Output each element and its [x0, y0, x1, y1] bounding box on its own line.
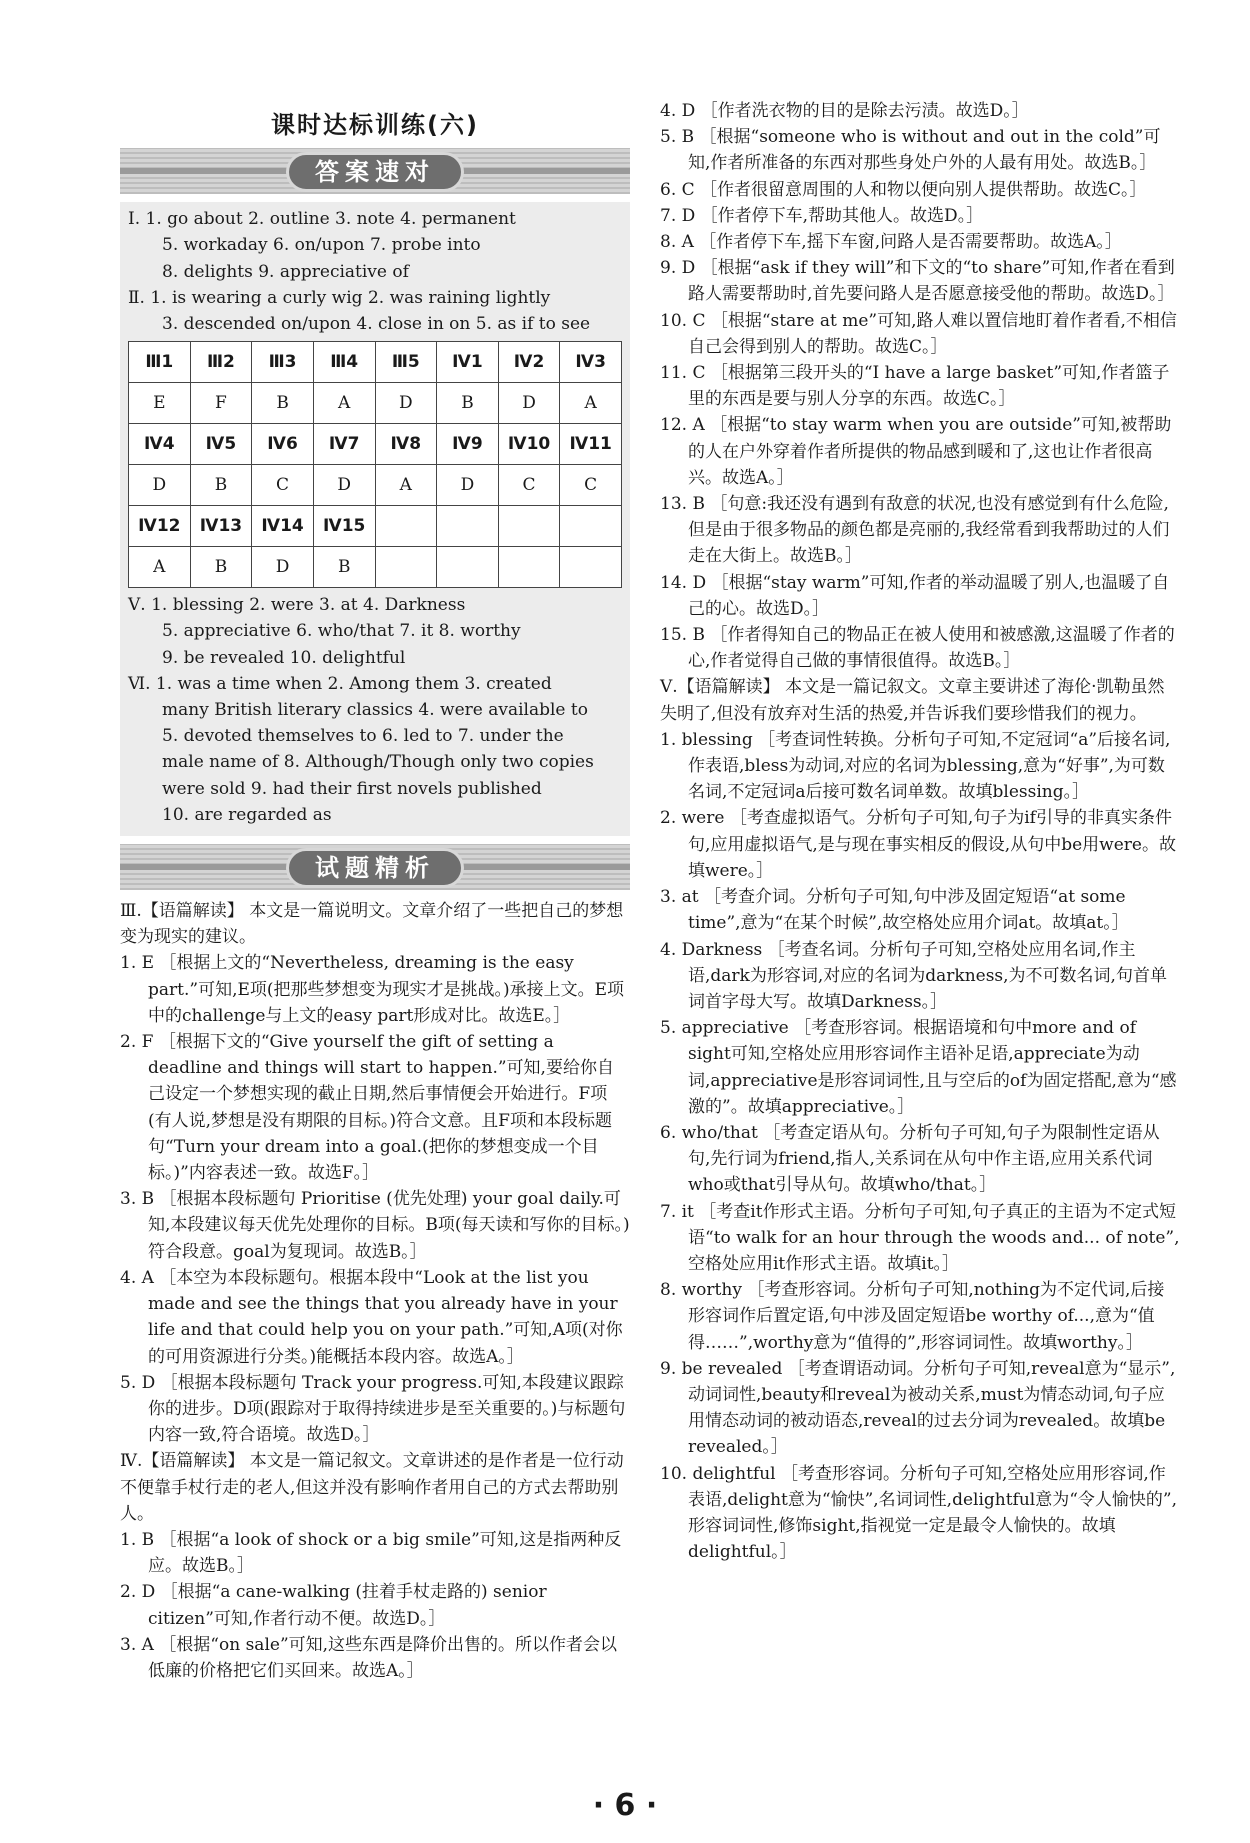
sec6-line: 10. are regarded as	[162, 804, 332, 825]
analysis-item: 7. it ［考查it作形式主语。分析句子可知,句子真正的主语为不定式短语“to walk for an hour through the woods and... of note”,空格处应用it作形式主语。故填it。］	[660, 1201, 1180, 1274]
analysis-item: 4. A ［本空为本段标题句。根据本段中“Look at the list you made and see the things that you already have in your life and that could help you on your path.”可知,A项(对你的可用资源进行分类。)能概括本段内容。故选A。］	[120, 1267, 623, 1367]
table-cell: D	[313, 465, 375, 506]
analysis-item: 3. B ［根据本段标题句 Prioritise (优先处理) your goal daily.可知,本段建议每天优先处理你的目标。B项(每天读和写你的目标。)符合段意。goal为复现词。故选B。］	[120, 1189, 630, 1262]
sec5-line: Ⅴ. 1. blessing 2. were 3. at 4. Darkness	[128, 595, 466, 616]
analysis-item: 7. D ［作者停下车,帮助其他人。故选D。］	[660, 205, 984, 226]
table-cell-empty	[560, 506, 622, 547]
table-cell-empty	[375, 547, 437, 588]
sec5-line: 5. appreciative 6. who/that 7. it 8. worthy	[162, 621, 521, 642]
table-cell: F	[190, 383, 252, 424]
table-cell: A	[375, 465, 437, 506]
table-cell: Ⅳ14	[252, 506, 314, 547]
sec5-line: 9. be revealed 10. delightful	[162, 647, 406, 668]
table-cell: E	[129, 383, 191, 424]
page-title: 课时达标训练(六)	[271, 111, 479, 139]
table-cell: Ⅳ3	[560, 342, 622, 383]
table-cell: Ⅳ11	[560, 424, 622, 465]
table-cell: Ⅳ4	[129, 424, 191, 465]
analysis-paragraph: Ⅲ.【语篇解读】 本文是一篇说明文。文章介绍了一些把自己的梦想变为现实的建议。	[120, 901, 624, 948]
analysis-item: 2. F ［根据下文的“Give yourself the gift of setting a deadline and things will start to happen.”可知,要给你自己设定一个梦想实现的截止日期,然后事情便会开始进行。F项(有人说,梦想是没有期限的目标。)符合文意。且F项和本段标题句“Turn your dream into a goal.(把你的梦想变成一个目标。)”内容表述一致。故选F。］	[120, 1032, 614, 1184]
table-row	[129, 424, 622, 465]
table-cell: D	[129, 465, 191, 506]
table-cell: B	[190, 465, 252, 506]
table-cell: A	[313, 383, 375, 424]
table-cell: Ⅳ8	[375, 424, 437, 465]
table-cell: Ⅲ2	[190, 342, 252, 383]
table-cell: D	[498, 383, 560, 424]
table-cell: Ⅳ10	[498, 424, 560, 465]
table-cell: B	[313, 547, 375, 588]
table-cell: D	[252, 547, 314, 588]
table-cell: A	[129, 547, 191, 588]
table-cell: Ⅳ5	[190, 424, 252, 465]
analysis-item: 1. blessing ［考查词性转换。分析句子可知,不定冠词“a”后接名词,作表语,bless为动词,对应的名词为blessing,意为“好事”,为可数名词,不定冠词a后接可数名词单数。故填blessing。］	[660, 729, 1171, 803]
analysis-item: 10. delightful ［考查形容词。分析句子可知,空格处应用形容词,作表语,delight意为“愉快”,名词词性,delightful意为“令人愉快的”,形容词词性,修饰sight,指视觉一定是最令人愉快的。故填delightful。］	[660, 1463, 1178, 1563]
sec1-line: 8. delights 9. appreciative of	[162, 261, 409, 282]
analysis-item: 5. D ［根据本段标题句 Track your progress.可知,本段建议跟踪你的进步。D项(跟踪对于取得持续进步是至关重要的。)与标题句内容一致,符合语境。故选D。］	[120, 1372, 626, 1446]
table-cell-empty	[375, 506, 437, 547]
sec6-line: male name of 8. Although/Though only two copies	[162, 752, 594, 773]
analysis-item: 5. B ［根据“someone who is without and out in the cold”可知,作者所准备的东西对那些身处户外的人最有用处。故选B。］	[660, 127, 1161, 174]
table-cell: Ⅳ13	[190, 506, 252, 547]
table-row	[129, 383, 622, 424]
left-analysis	[120, 898, 630, 1684]
table-cell: B	[252, 383, 314, 424]
table-cell-empty	[498, 547, 560, 588]
analysis-item: 4. D ［作者洗衣物的目的是除去污渍。故选D。］	[660, 101, 1029, 121]
analysis-item: 8. worthy ［考查形容词。分析句子可知,nothing为不定代词,后接形容词作后置定语,句中涉及固定短语be worthy of...,意为“值得……”,worthy意为“值得的”,形容词词性。故填worthy。］	[660, 1280, 1165, 1353]
table-cell: B	[437, 383, 499, 424]
analysis-item: 2. D ［根据“a cane-walking (拄着手杖走路的) senior citizen”可知,作者行动不便。故选D。］	[120, 1582, 547, 1629]
table-cell: C	[560, 465, 622, 506]
table-cell: D	[437, 465, 499, 506]
analysis-item: 1. E ［根据上文的“Nevertheless, dreaming is the easy part.”可知,E项(把那些梦想变为现实才是挑战。)承接上文。E项中的challenge与上文的easy part形成对比。故选E。］	[120, 953, 625, 1026]
table-cell: A	[560, 383, 622, 424]
page-number: · 6 ·	[592, 1788, 658, 1823]
analysis-item: 3. at ［考查介词。分析句子可知,句中涉及固定短语“at some time”,意为“在某个时候”,故空格处应用介词at。故填at。］	[660, 887, 1129, 934]
analysis-item: 12. A ［根据“to stay warm when you are outside”可知,被帮助的人在户外穿着作者所提供的物品感到暖和了,这也让作者很高兴。故选A。］	[660, 415, 1172, 488]
table-cell: Ⅳ2	[498, 342, 560, 383]
analysis-item: 2. were ［考查虚拟语气。分析句子可知,句子为if引导的非真实条件句,应用虚拟语气,是与现在事实相反的假设,从句中be用were。故填were。］	[660, 808, 1176, 881]
table-cell-empty	[498, 506, 560, 547]
analysis-item: 13. B ［句意:我还没有遇到有敌意的状况,也没有感觉到有什么危险,但是由于很多物品的颜色都是亮丽的,我经常看到我帮助过的人们走在大街上。故选B。］	[660, 494, 1170, 567]
table-row	[129, 342, 622, 383]
analysis-paragraph: Ⅳ.【语篇解读】 本文是一篇记叙文。文章讲述的是作者是一位行动不便靠手杖行走的老人,但这并没有影响作者用自己的方式去帮助别人。	[120, 1451, 624, 1524]
left-column	[120, 98, 630, 1684]
analysis-item: 6. C ［作者很留意周围的人和物以便向别人提供帮助。故选C。］	[660, 179, 1147, 200]
table-cell: Ⅳ9	[437, 424, 499, 465]
table-cell-empty	[437, 547, 499, 588]
table-cell: Ⅳ1	[437, 342, 499, 383]
sec1-line: Ⅰ. 1. go about 2. outline 3. note 4. permanent	[128, 209, 516, 230]
analysis-item: 11. C ［根据第三段开头的“I have a large basket”可知,作者篮子里的东西是要与别人分享的东西。故选C。］	[660, 363, 1170, 410]
answers-section	[120, 202, 630, 836]
sec6-line: 5. devoted themselves to 6. led to 7. under the	[162, 726, 564, 747]
table-row	[129, 465, 622, 506]
analysis-item: 15. B ［作者得知自己的物品正在被人使用和被感激,这温暖了作者的心,作者觉得自己做的事情很值得。故选B。］	[660, 625, 1175, 672]
table-cell: Ⅲ4	[313, 342, 375, 383]
sec6-line: were sold 9. had their first novels published	[162, 778, 542, 799]
table-cell: Ⅳ12	[129, 506, 191, 547]
answer-table	[128, 341, 622, 588]
table-cell: Ⅳ6	[252, 424, 314, 465]
sec1-line: 5. workaday 6. on/upon 7. probe into	[162, 235, 481, 256]
sec6-line: Ⅵ. 1. was a time when 2. Among them 3. created	[128, 673, 552, 694]
sec2-line: 3. descended on/upon 4. close in on 5. as if to see	[162, 314, 591, 335]
table-cell-empty	[437, 506, 499, 547]
table-cell: Ⅳ15	[313, 506, 375, 547]
table-cell: Ⅲ3	[252, 342, 314, 383]
analysis-item: 4. Darkness ［考查名词。分析句子可知,空格处应用名词,作主语,dark为形容词,对应的名词为darkness,为不可数名词,句首单词首字母大写。故填Darkness。］	[660, 939, 1167, 1012]
analysis-item: 8. A ［作者停下车,摇下车窗,问路人是否需要帮助。故选A。］	[660, 232, 1122, 253]
table-cell: D	[375, 383, 437, 424]
analysis-banner-label: 试题精析	[286, 848, 464, 888]
sec6-line: many British literary classics 4. were available to	[162, 700, 588, 721]
table-cell: B	[190, 547, 252, 588]
sec2-line: Ⅱ. 1. is wearing a curly wig 2. was raining lightly	[128, 287, 551, 308]
analysis-item: 6. who/that ［考查定语从句。分析句子可知,句子为限制性定语从句,先行词为friend,指人,关系词在从句中作主语,应用关系代词who或that引导从句。故填who/that。］	[660, 1122, 1160, 1196]
analysis-item: 1. B ［根据“a look of shock or a big smile”可知,这是指两种反应。故选B。］	[120, 1529, 622, 1577]
analysis-item: 10. C ［根据“stare at me”可知,路人难以置信地盯着作者看,不相信自己会得到别人的帮助。故选C。］	[660, 310, 1177, 357]
analysis-item: 9. be revealed ［考查谓语动词。分析句子可知,reveal意为“显示”,动词词性,beauty和reveal为被动关系,must为情态动词,句子应用情态动词的被动语态,reveal的过去分词为revealed。故填be revealed。］	[660, 1358, 1176, 1458]
table-cell: C	[252, 465, 314, 506]
table-row	[129, 547, 622, 588]
analysis-item: 3. A ［根据“on sale”可知,这些东西是降价出售的。所以作者会以低廉的价格把它们买回来。故选A。］	[120, 1634, 618, 1681]
analysis-item: 5. appreciative ［考查形容词。根据语境和句中more and of sight可知,空格处应用形容词作主语补足语,appreciate为动词,appreciative是形容词词性,且与空后的of为固定搭配,意为“感激的”。故填appreciative。］	[660, 1018, 1177, 1117]
answers-banner	[120, 148, 630, 194]
table-cell: Ⅲ5	[375, 342, 437, 383]
table-cell: Ⅳ7	[313, 424, 375, 465]
answers-banner-label: 答案速对	[286, 152, 464, 192]
analysis-item: 9. D ［根据“ask if they will”和下文的“to share”可知,作者在看到路人需要帮助时,首先要问路人是否愿意接受他的帮助。故选D。］	[660, 258, 1175, 305]
table-row	[129, 506, 622, 547]
analysis-paragraph: Ⅴ.【语篇解读】 本文是一篇记叙文。文章主要讲述了海伦·凯勒虽然失明了,但没有放弃对生活的热爱,并告诉我们要珍惜我们的视力。	[660, 677, 1165, 724]
table-cell: Ⅲ1	[129, 342, 191, 383]
analysis-banner	[120, 844, 630, 890]
table-cell-empty	[560, 547, 622, 588]
table-cell: C	[498, 465, 560, 506]
right-column	[660, 98, 1180, 1565]
analysis-item: 14. D ［根据“stay warm”可知,作者的举动温暖了别人,也温暖了自己的心。故选D。］	[660, 572, 1170, 619]
